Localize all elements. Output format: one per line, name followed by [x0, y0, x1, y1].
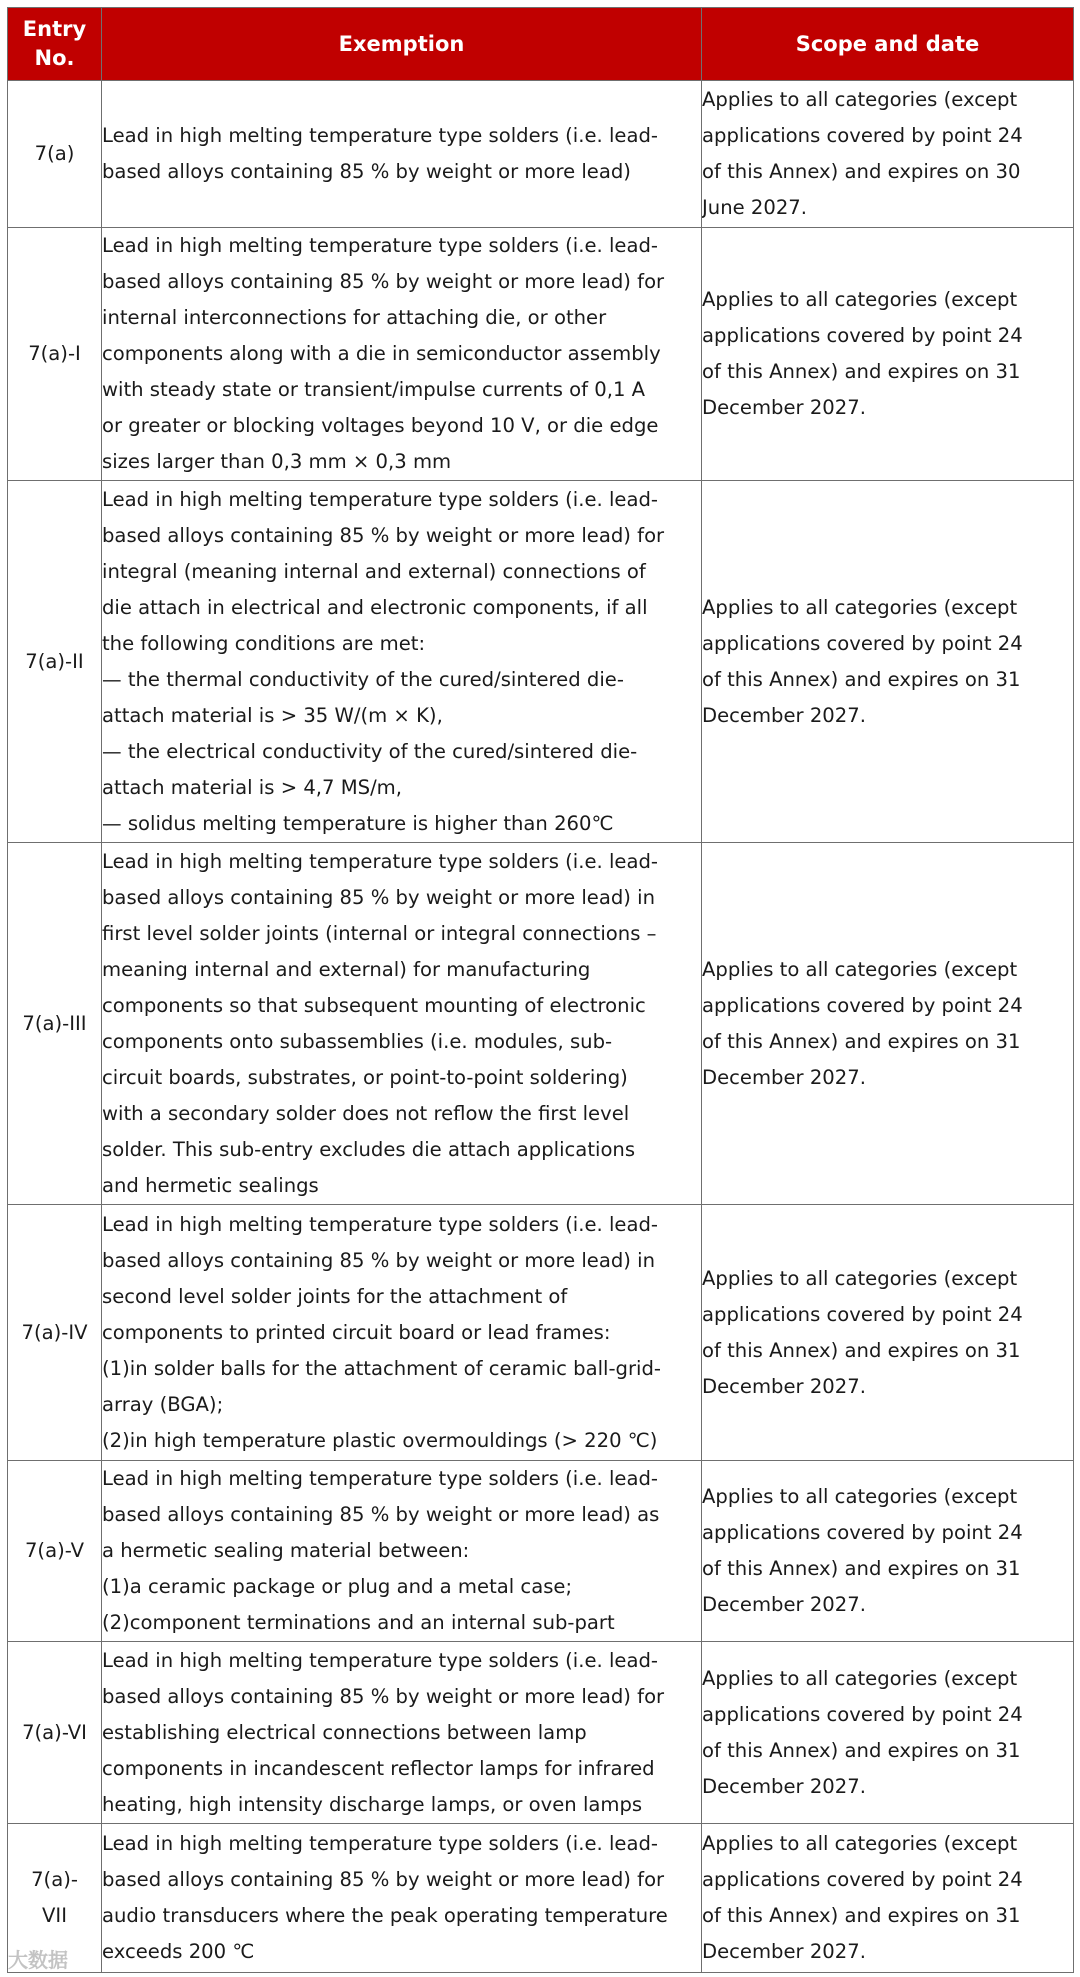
- header-scope: Scope and date: [702, 8, 1074, 81]
- exemption-text: Lead in high melting temperature type solders (i.e. lead- based alloys containing 85 % by weight or more lead) as a hermetic sealing material between: (1)a ceramic package or plug and a metal case; (2)component terminations and an internal sub-part: [102, 1461, 702, 1642]
- entry-number: 7(a): [8, 81, 102, 228]
- entry-number: 7(a)-II: [8, 481, 102, 843]
- table-row: [8, 481, 1074, 843]
- table-row: [8, 81, 1074, 228]
- table-row: [8, 1205, 1074, 1461]
- exemption-text: Lead in high melting temperature type solders (i.e. lead- based alloys containing 85 % by weight or more lead) for integral (meaning internal and external) connections of die attach in electrical and electronic components, if all the following conditions are met: — the thermal conductivity of the cured/sintered die- attach material is > 35 W/(m × K), — the electrical conductivity of the cured/sintered die- attach material is > 4,7 MS/m, — solidus melting temperature is higher than 260℃: [102, 481, 702, 843]
- watermark: 大数据: [8, 1948, 68, 1972]
- entry-number: 7(a)-V: [8, 1461, 102, 1642]
- scope-text: Applies to all categories (except applications covered by point 24 of this Annex) and expires on 30 June 2027.: [702, 81, 1074, 228]
- scope-text: Applies to all categories (except applications covered by point 24 of this Annex) and expires on 31 December 2027.: [702, 1642, 1074, 1824]
- entry-number: 7(a)-I: [8, 228, 102, 481]
- table-row: [8, 1824, 1074, 1973]
- scope-text: Applies to all categories (except applications covered by point 24 of this Annex) and expires on 31 December 2027.: [702, 228, 1074, 481]
- table-header-row: [8, 8, 1074, 81]
- exemption-text: Lead in high melting temperature type solders (i.e. lead- based alloys containing 85 % by weight or more lead): [102, 81, 702, 228]
- exemption-text: Lead in high melting temperature type solders (i.e. lead- based alloys containing 85 % by weight or more lead) in first level solder joints (internal or integral connections – meaning internal and external) for manufacturing components so that subsequent mounting of electronic components onto subassemblies (i.e. modules, sub- circuit boards, substrates, or point-to-point soldering) with a secondary solder does not reflow the first level solder. This sub-entry excludes die attach applications and hermetic sealings: [102, 843, 702, 1205]
- table-row: [8, 1461, 1074, 1642]
- scope-text: Applies to all categories (except applications covered by point 24 of this Annex) and expires on 31 December 2027.: [702, 843, 1074, 1205]
- header-exemption: Exemption: [102, 8, 702, 81]
- scope-text: Applies to all categories (except applications covered by point 24 of this Annex) and expires on 31 December 2027.: [702, 481, 1074, 843]
- exemption-table: [7, 7, 1074, 1973]
- exemption-text: Lead in high melting temperature type solders (i.e. lead- based alloys containing 85 % by weight or more lead) for establishing electrical connections between lamp components in incandescent reflector lamps for infrared heating, high intensity discharge lamps, or oven lamps: [102, 1642, 702, 1824]
- exemption-text: Lead in high melting temperature type solders (i.e. lead- based alloys containing 85 % by weight or more lead) in second level solder joints for the attachment of components to printed circuit board or lead frames: (1)in solder balls for the attachment of ceramic ball-grid- array (BGA); (2)in high temperature plastic overmouldings (> 220 ℃): [102, 1205, 702, 1461]
- table-row: [8, 1642, 1074, 1824]
- entry-number: 7(a)-VI: [8, 1642, 102, 1824]
- scope-text: Applies to all categories (except applications covered by point 24 of this Annex) and expires on 31 December 2027.: [702, 1205, 1074, 1461]
- exemption-text: Lead in high melting temperature type solders (i.e. lead- based alloys containing 85 % by weight or more lead) for audio transducers where the peak operating temperature exceeds 200 ℃: [102, 1824, 702, 1973]
- scope-text: Applies to all categories (except applications covered by point 24 of this Annex) and expires on 31 December 2027.: [702, 1824, 1074, 1973]
- table-row: [8, 843, 1074, 1205]
- entry-number: 7(a)-III: [8, 843, 102, 1205]
- exemption-text: Lead in high melting temperature type solders (i.e. lead- based alloys containing 85 % by weight or more lead) for internal interconnections for attaching die, or other components along with a die in semiconductor assembly with steady state or transient/impulse currents of 0,1 A or greater or blocking voltages beyond 10 V, or die edge sizes larger than 0,3 mm × 0,3 mm: [102, 228, 702, 481]
- entry-number: 7(a)- VII: [8, 1824, 102, 1973]
- table-row: [8, 228, 1074, 481]
- scope-text: Applies to all categories (except applications covered by point 24 of this Annex) and expires on 31 December 2027.: [702, 1461, 1074, 1642]
- header-entry-no: Entry No.: [8, 8, 102, 81]
- entry-number: 7(a)-IV: [8, 1205, 102, 1461]
